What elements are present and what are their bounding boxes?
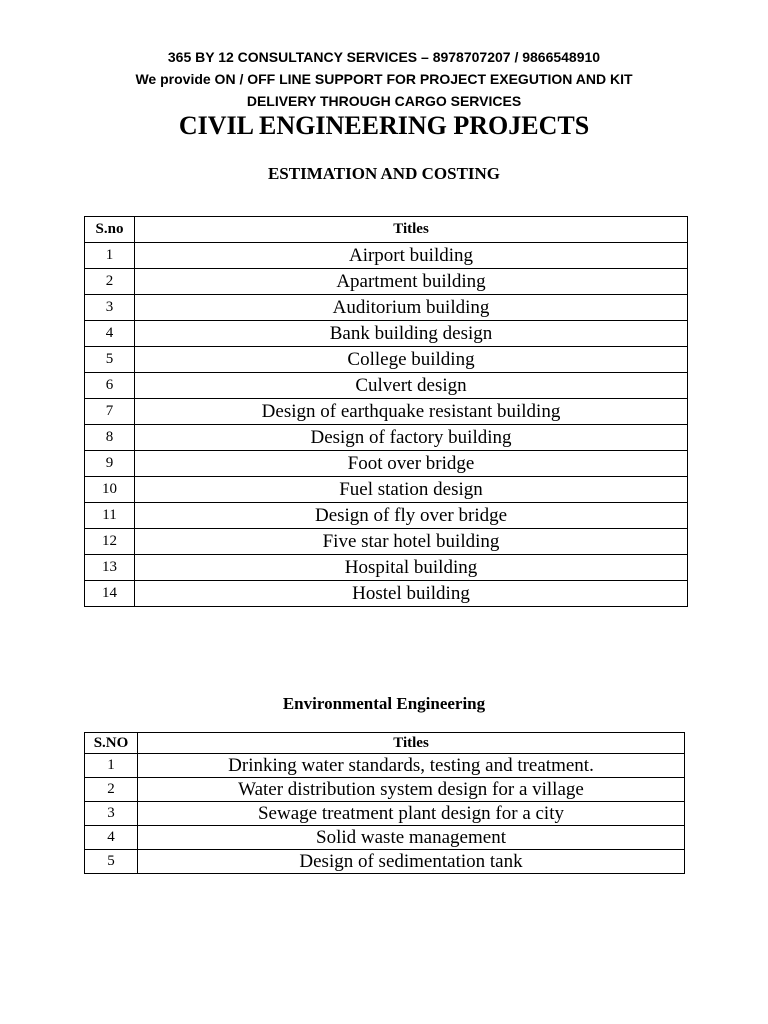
- row-title: Solid waste management: [138, 826, 685, 850]
- table-row: [85, 802, 685, 826]
- row-sno: 11: [85, 503, 135, 529]
- row-title: Design of sedimentation tank: [138, 850, 685, 874]
- row-title: Design of factory building: [135, 425, 688, 451]
- table-row: [85, 778, 685, 802]
- row-title: Bank building design: [135, 321, 688, 347]
- row-title: Five star hotel building: [135, 529, 688, 555]
- table-header-row: [85, 217, 688, 243]
- row-sno: 12: [85, 529, 135, 555]
- header-line-2: We provide ON / OFF LINE SUPPORT FOR PROJECT EXEGUTION AND KIT: [135, 71, 633, 87]
- row-sno: 2: [85, 269, 135, 295]
- row-sno: 5: [85, 347, 135, 373]
- row-title: Foot over bridge: [135, 451, 688, 477]
- row-sno: 1: [85, 754, 138, 778]
- row-sno: 13: [85, 555, 135, 581]
- row-sno: 4: [85, 826, 138, 850]
- table-row: [85, 269, 688, 295]
- table-row: [85, 373, 688, 399]
- row-sno: 2: [85, 778, 138, 802]
- table-row: [85, 451, 688, 477]
- row-sno: 1: [85, 243, 135, 269]
- table-row: [85, 555, 688, 581]
- row-title: Design of earthquake resistant building: [135, 399, 688, 425]
- row-sno: 9: [85, 451, 135, 477]
- row-title: Airport building: [135, 243, 688, 269]
- table-row: [85, 503, 688, 529]
- row-title: College building: [135, 347, 688, 373]
- table-row: [85, 347, 688, 373]
- table-row: [85, 850, 685, 874]
- section-title-environmental: Environmental Engineering: [282, 694, 486, 713]
- row-sno: 10: [85, 477, 135, 503]
- row-title: Drinking water standards, testing and treatment.: [138, 754, 685, 778]
- row-sno: 6: [85, 373, 135, 399]
- row-title: Hospital building: [135, 555, 688, 581]
- table-row: [85, 477, 688, 503]
- table-row: [85, 529, 688, 555]
- table-row: [85, 399, 688, 425]
- row-sno: 8: [85, 425, 135, 451]
- environmental-engineering-table: [84, 732, 685, 874]
- row-sno: 3: [85, 802, 138, 826]
- table-row: [85, 754, 685, 778]
- column-header-titles: Titles: [135, 217, 688, 243]
- table-row: [85, 581, 688, 607]
- column-header-titles: Titles: [138, 733, 685, 754]
- row-title: Hostel building: [135, 581, 688, 607]
- table-row: [85, 295, 688, 321]
- header-line-1: 365 BY 12 CONSULTANCY SERVICES – 8978707207 / 9866548910: [167, 49, 601, 65]
- row-title: Culvert design: [135, 373, 688, 399]
- row-title: Apartment building: [135, 269, 688, 295]
- estimation-costing-table: [84, 216, 688, 607]
- row-sno: 14: [85, 581, 135, 607]
- table-row: [85, 425, 688, 451]
- header-line-3: DELIVERY THROUGH CARGO SERVICES: [246, 93, 522, 109]
- table-row: [85, 321, 688, 347]
- row-sno: 5: [85, 850, 138, 874]
- table-header-row: [85, 733, 685, 754]
- column-header-sno: S.no: [85, 217, 135, 243]
- row-sno: 4: [85, 321, 135, 347]
- page-title: CIVIL ENGINEERING PROJECTS: [178, 111, 590, 140]
- consultancy-header: [0, 46, 768, 112]
- row-title: Auditorium building: [135, 295, 688, 321]
- row-title: Fuel station design: [135, 477, 688, 503]
- section-title-estimation: ESTIMATION AND COSTING: [267, 164, 501, 183]
- row-sno: 7: [85, 399, 135, 425]
- row-title: Sewage treatment plant design for a city: [138, 802, 685, 826]
- row-title: Design of fly over bridge: [135, 503, 688, 529]
- row-sno: 3: [85, 295, 135, 321]
- row-title: Water distribution system design for a village: [138, 778, 685, 802]
- table-row: [85, 243, 688, 269]
- table-row: [85, 826, 685, 850]
- column-header-sno: S.NO: [85, 733, 138, 754]
